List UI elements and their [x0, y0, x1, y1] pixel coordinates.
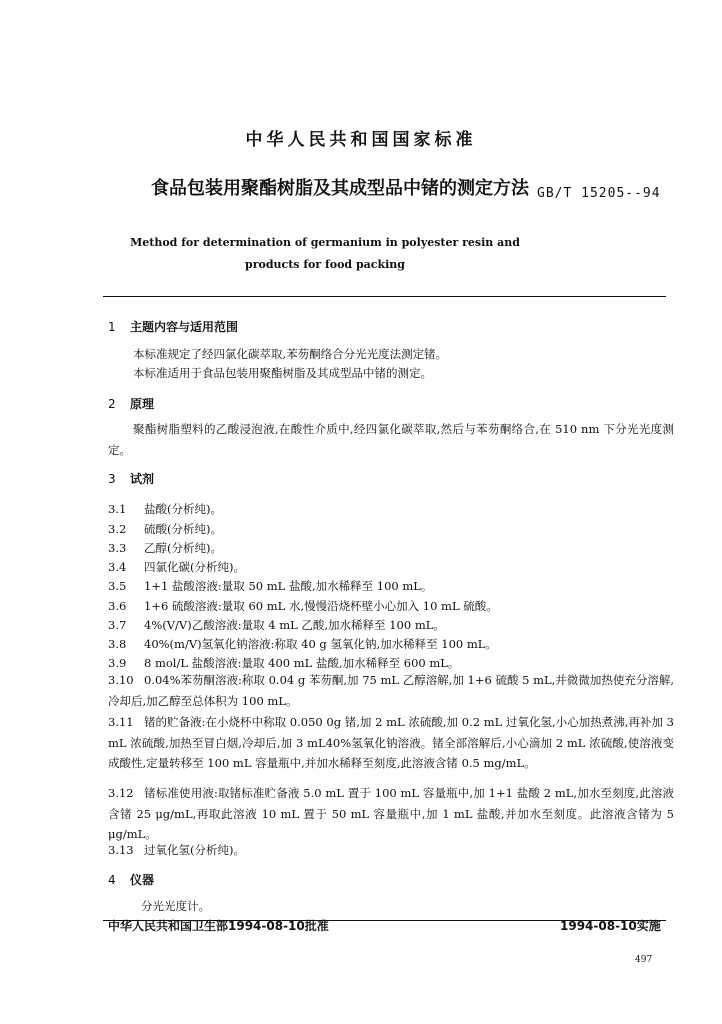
section-2-number: 2 [108, 397, 116, 411]
item-text: 盐酸(分析纯)。 [144, 502, 222, 516]
section-1-title: 主题内容与适用范围 [130, 320, 239, 334]
item-number: 3.3 [108, 541, 127, 555]
item-number: 3.4 [108, 560, 127, 574]
section-1-paragraph-2: 本标准适用于食品包装用聚酯树脂及其成型品中锗的测定。 [133, 366, 432, 380]
list-item [108, 841, 668, 860]
item-text: 锗标准使用液:取锗标准贮备液 5.0 mL 置于 100 mL 容量瓶中,加 1+1 盐酸 2 mL,加水至刻度,此溶液含锗 25 μg/mL,再取此溶液 10 mL 置于 50 mL 容量瓶中,加 1 mL 盐酸,并加水至刻度。此溶液含锗为 5 μg/mL。 [108, 786, 674, 841]
list-item [108, 783, 674, 845]
section-4-heading [108, 871, 154, 888]
section-4-number: 4 [108, 873, 116, 887]
section-3-number: 3 [108, 472, 116, 486]
item-number: 3.2 [108, 522, 127, 536]
item-text: 8 mol/L 盐酸溶液:量取 400 mL 盐酸,加水稀释至 600 mL。 [144, 656, 460, 670]
item-number: 3.13 [108, 843, 134, 857]
item-number: 3.6 [108, 599, 127, 613]
national-standard-heading: 中华人民共和国国家标准 [245, 130, 477, 150]
item-number: 3.9 [108, 656, 127, 670]
item-number: 3.8 [108, 637, 127, 651]
list-item [108, 520, 668, 539]
list-item [108, 597, 668, 616]
list-item [108, 616, 668, 635]
section-4-title: 仪器 [130, 873, 155, 887]
item-text: 0.04%苯芴酮溶液:称取 0.04 g 苯芴酮,加 75 mL 乙醇溶解,加 1+6 硫酸 5 mL,并微微加热使充分溶解,冷却后,加乙醇至总体积为 100 mL。 [108, 673, 674, 708]
item-number: 3.5 [108, 579, 127, 593]
section-4-paragraph: 分光光度计。 [141, 899, 210, 913]
item-number: 3.12 [108, 786, 134, 800]
page-number: 497 [635, 955, 653, 965]
item-text: 锗的贮备液:在小烧杯中称取 0.050 0g 锗,加 2 mL 浓硫酸,加 0.2 mL 过氧化氢,小心加热煮沸,再补加 3 mL 浓硫酸,加热至冒白烟,冷却后,加 3 mL40%氢氧化钠溶液。锗全部溶解后,小心滴加 2 mL 浓硫酸,使溶液变成酸性,定量转移至 100 mL 容量瓶中,并加水稀释至刻度,此溶液含锗 0.5 mg/mL。 [108, 715, 674, 770]
list-item [108, 670, 674, 711]
section-1-heading [108, 318, 238, 335]
section-3-title: 试剂 [130, 472, 155, 486]
section-1-number: 1 [108, 320, 116, 334]
list-item [108, 712, 674, 774]
list-item [108, 635, 668, 654]
list-item [108, 539, 668, 558]
list-item [108, 558, 668, 577]
document-title-cn: 食品包装用聚酯树脂及其成型品中锗的测定方法 [151, 178, 529, 199]
list-item [108, 500, 668, 519]
item-text: 4%(V/V)乙酸溶液:量取 4 mL 乙酸,加水稀释至 100 mL。 [144, 618, 445, 632]
section-2-paragraph: 聚酯树脂塑料的乙酸浸泡液,在酸性介质中,经四氯化碳萃取,然后与苯芴酮络合,在 510 nm 下分光光度测定。 [108, 422, 674, 457]
item-number: 3.10 [108, 673, 134, 687]
item-text: 过氧化氢(分析纯)。 [144, 843, 245, 857]
item-number: 3.7 [108, 618, 127, 632]
approval-line: 中华人民共和国卫生部1994-08-10批准 [108, 919, 329, 933]
item-text: 1+6 硫酸溶液:量取 60 mL 水,慢慢沿烧杯壁小心加入 10 mL 硫酸。 [144, 599, 498, 613]
item-text: 40%(m/V)氢氧化钠溶液:称取 40 g 氢氧化钠,加水稀释至 100 mL。 [144, 637, 497, 651]
section-2-title: 原理 [130, 397, 155, 411]
document-title-en: Method for determination of germanium in polyester resin and products for food packing [130, 236, 520, 271]
item-text: 1+1 盐酸溶液:量取 50 mL 盐酸,加水稀释至 100 mL。 [144, 579, 433, 593]
section-3-heading [108, 470, 154, 487]
item-text: 四氯化碳(分析纯)。 [144, 560, 245, 574]
section-2-heading [108, 395, 154, 412]
item-number: 3.1 [108, 502, 127, 516]
effective-date: 1994-08-10实施 [560, 919, 661, 933]
section-1-paragraph-1: 本标准规定了经四氯化碳萃取,苯芴酮络合分光光度法测定锗。 [133, 347, 448, 361]
item-number: 3.11 [108, 715, 134, 729]
list-item [108, 577, 668, 596]
item-text: 硫酸(分析纯)。 [144, 522, 222, 536]
item-text: 乙醇(分析纯)。 [144, 541, 222, 555]
standard-code: GB/T 15205--94 [537, 186, 661, 201]
header-divider [103, 296, 666, 297]
